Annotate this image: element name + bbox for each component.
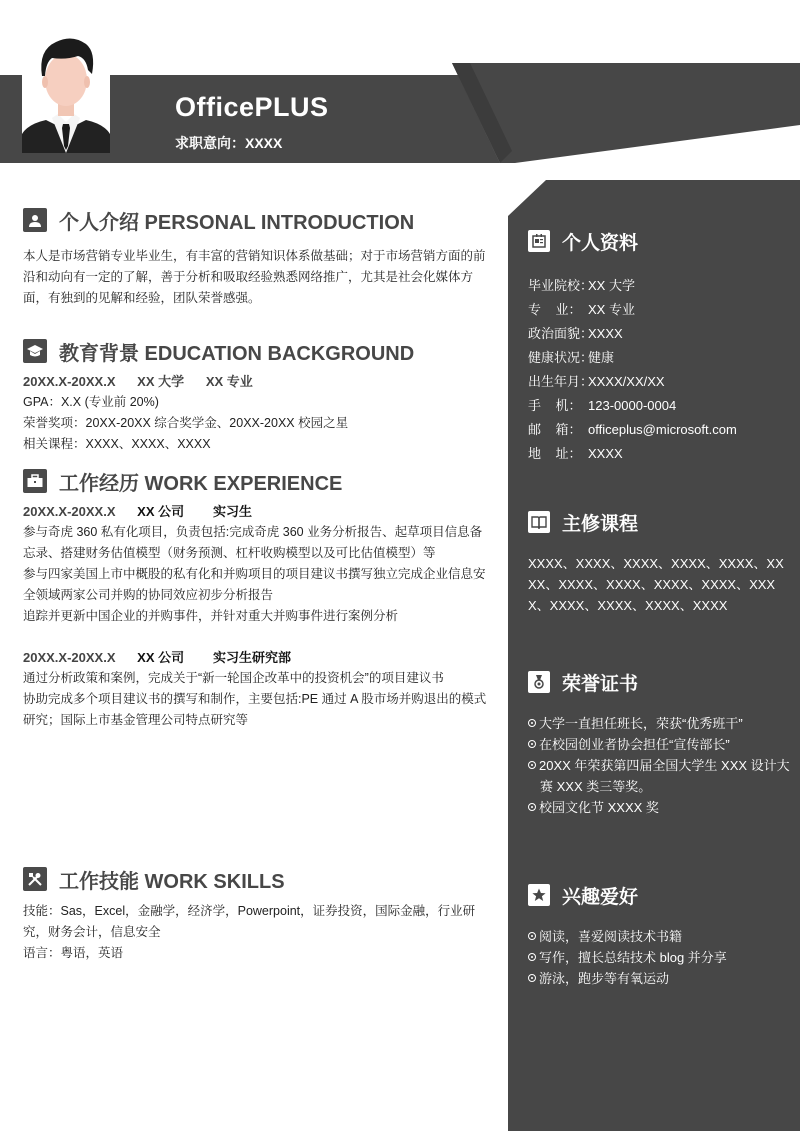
section-title: 个人资料 <box>562 232 639 254</box>
profile-label: 政治面貌： <box>528 326 594 341</box>
job-role: 实习生研究部 <box>213 650 292 665</box>
briefcase-icon <box>23 469 47 493</box>
honor-item <box>528 755 790 797</box>
section-profile <box>528 228 790 466</box>
section-work-experience <box>23 467 488 731</box>
job-line: 参与奇虎 360 私有化项目，负责包括:完成奇虎 360 业务分析报告、起草项目信息备忘录、搭建财务估值模型（财务预测、杠杆收购模型以及可比估值模型）等 <box>23 525 483 560</box>
section-hobbies <box>528 882 790 989</box>
honor-item <box>528 797 790 818</box>
bullet-icon <box>528 803 536 811</box>
profile-label: 邮 箱： <box>528 422 582 437</box>
profile-row <box>528 442 790 466</box>
job-header <box>23 501 488 522</box>
job-header <box>23 647 488 668</box>
bullet-icon <box>528 740 536 748</box>
bullet-icon <box>528 719 536 727</box>
education-major: XX 专业 <box>205 374 253 389</box>
profile-label: 出生年月： <box>528 374 594 389</box>
person-card-icon <box>23 208 47 232</box>
honor-text: 校园文化节 XXXX 奖 <box>539 800 659 815</box>
profile-row <box>528 418 790 442</box>
profile-row <box>528 298 790 322</box>
medal-icon <box>528 671 550 693</box>
job-period: 20XX.X-20XX.X <box>23 504 116 519</box>
job-intent: 求职意向：XXXX <box>175 135 283 151</box>
hobby-item <box>528 926 790 947</box>
profile-label: 健康状况： <box>528 350 594 365</box>
bullet-icon <box>528 953 536 961</box>
job-line: 追踪并更新中国企业的并购事件，并针对重大并购事件进行案例分析 <box>23 609 399 623</box>
profile-value: XX 专业 <box>588 302 635 317</box>
header-band <box>0 75 800 163</box>
profile-value: XX 大学 <box>588 278 635 293</box>
job-line: 通过分析政策和案例，完成关于“新一轮国企改革中的投资机会”的项目建议书 <box>23 671 444 685</box>
section-title: 主修课程 <box>562 513 639 535</box>
intro-text: 本人是市场营销专业毕业生，有丰富的营销知识体系做基础；对于市场营销方面的前沿和动向有一定的了解，善于分析和吸取经验熟悉网络推广，尤其是社会化媒体方面，有独到的见解和经验，团队荣誉感强。 <box>23 249 486 305</box>
right-sidebar <box>508 180 800 1131</box>
section-title-row <box>23 206 488 234</box>
bullet-icon <box>528 932 536 940</box>
section-title-row <box>23 337 488 365</box>
section-title: 工作经历 WORK EXPERIENCE <box>59 472 343 495</box>
honor-text: 在校园创业者协会担任“宣传部长” <box>539 737 730 752</box>
education-header <box>23 371 488 392</box>
section-title: 工作技能 WORK SKILLS <box>59 870 285 893</box>
hobby-item <box>528 968 790 989</box>
profile-label: 地 址： <box>528 446 582 461</box>
profile-row <box>528 346 790 370</box>
hobby-item <box>528 947 790 968</box>
section-title-row <box>528 669 790 695</box>
book-icon <box>528 511 550 533</box>
profile-row <box>528 274 790 298</box>
section-title-row <box>528 882 790 908</box>
skills-line: 语言：粤语，英语 <box>23 946 124 960</box>
section-honors <box>528 669 790 818</box>
section-title: 荣誉证书 <box>562 673 639 695</box>
candidate-name: OfficePLUS <box>175 92 329 122</box>
courses-text: XXXX、XXXX、XXXX、XXXX、XXXX、XXXX、XXXX、XXXX、XXXX、XXXX、XXXX、XXXX、XXXX、XXXX、XXXX <box>528 556 784 613</box>
job-company: XX 公司 <box>137 650 185 665</box>
profile-value: officeplus@microsoft.com <box>588 422 737 437</box>
honor-text: 20XX 年荣获第四届全国大学生 XXX 设计大赛 XXX 类三等奖。 <box>539 758 790 794</box>
section-title: 教育背景 EDUCATION BACKGROUND <box>59 342 415 365</box>
section-title-row <box>528 228 790 254</box>
profile-label: 手 机： <box>528 398 582 413</box>
honor-text: 大学一直担任班长，荣获“优秀班干” <box>539 716 743 731</box>
profile-value: XXXX <box>588 446 623 461</box>
education-line: GPA：X.X (专业前 20%) <box>23 395 159 409</box>
id-card-icon <box>528 230 550 252</box>
profile-value: 123-0000-0004 <box>588 398 677 413</box>
section-title-row <box>23 467 488 495</box>
education-line: 相关课程：XXXX、XXXX、XXXX <box>23 437 211 451</box>
section-education <box>23 337 488 455</box>
avatar <box>22 30 110 153</box>
section-title: 个人介绍 PERSONAL INTRODUCTION <box>59 211 415 234</box>
honor-item <box>528 734 790 755</box>
hobby-text: 游泳，跑步等有氧运动 <box>539 971 670 986</box>
section-personal-introduction <box>23 206 488 309</box>
tools-icon <box>23 867 47 891</box>
section-courses <box>528 509 790 616</box>
profile-value: XXXX/XX/XX <box>588 374 665 389</box>
profile-value: XXXX <box>588 326 623 341</box>
skills-line: 技能：Sas，Excel，金融学，经济学，Powerpoint，证券投资，国际金融，行业研究，财务会计，信息安全 <box>23 904 476 939</box>
education-line: 荣誉奖项：20XX-20XX 综合奖学金、20XX-20XX 校园之星 <box>23 416 349 430</box>
graduation-cap-icon <box>23 339 47 363</box>
profile-label: 毕业院校： <box>528 278 594 293</box>
job-line: 协助完成多个项目建议书的撰写和制作，主要包括:PE 通过 A 股市场并购退出的模式研究；国际上市基金管理公司特点研究等 <box>23 692 487 727</box>
hobby-text: 写作，擅长总结技术 blog 并分享 <box>539 950 727 965</box>
job-period: 20XX.X-20XX.X <box>23 650 116 665</box>
section-title-row <box>528 509 790 535</box>
bullet-icon <box>528 974 536 982</box>
section-title: 兴趣爱好 <box>562 886 639 908</box>
profile-label: 专 业： <box>528 302 582 317</box>
education-period: 20XX.X-20XX.X <box>23 374 116 389</box>
header-band-shape <box>0 63 800 163</box>
job-line: 参与四家美国上市中概股的私有化和并购项目的项目建议书撰写独立完成企业信息安全领域两家公司并购的协同效应初步分析报告 <box>23 567 486 602</box>
section-title-row <box>23 865 488 893</box>
star-icon <box>528 884 550 906</box>
bullet-icon <box>528 761 536 769</box>
profile-value: 健康 <box>588 350 615 365</box>
hobby-text: 阅读，喜爱阅读技术书籍 <box>539 929 683 944</box>
honor-item <box>528 713 790 734</box>
person-avatar-icon <box>22 30 110 153</box>
job-company: XX 公司 <box>137 504 185 519</box>
education-school: XX 大学 <box>137 374 185 389</box>
job-role: 实习生 <box>213 504 253 519</box>
section-work-skills <box>23 865 488 964</box>
profile-row <box>528 394 790 418</box>
profile-row <box>528 322 790 346</box>
profile-row <box>528 370 790 394</box>
